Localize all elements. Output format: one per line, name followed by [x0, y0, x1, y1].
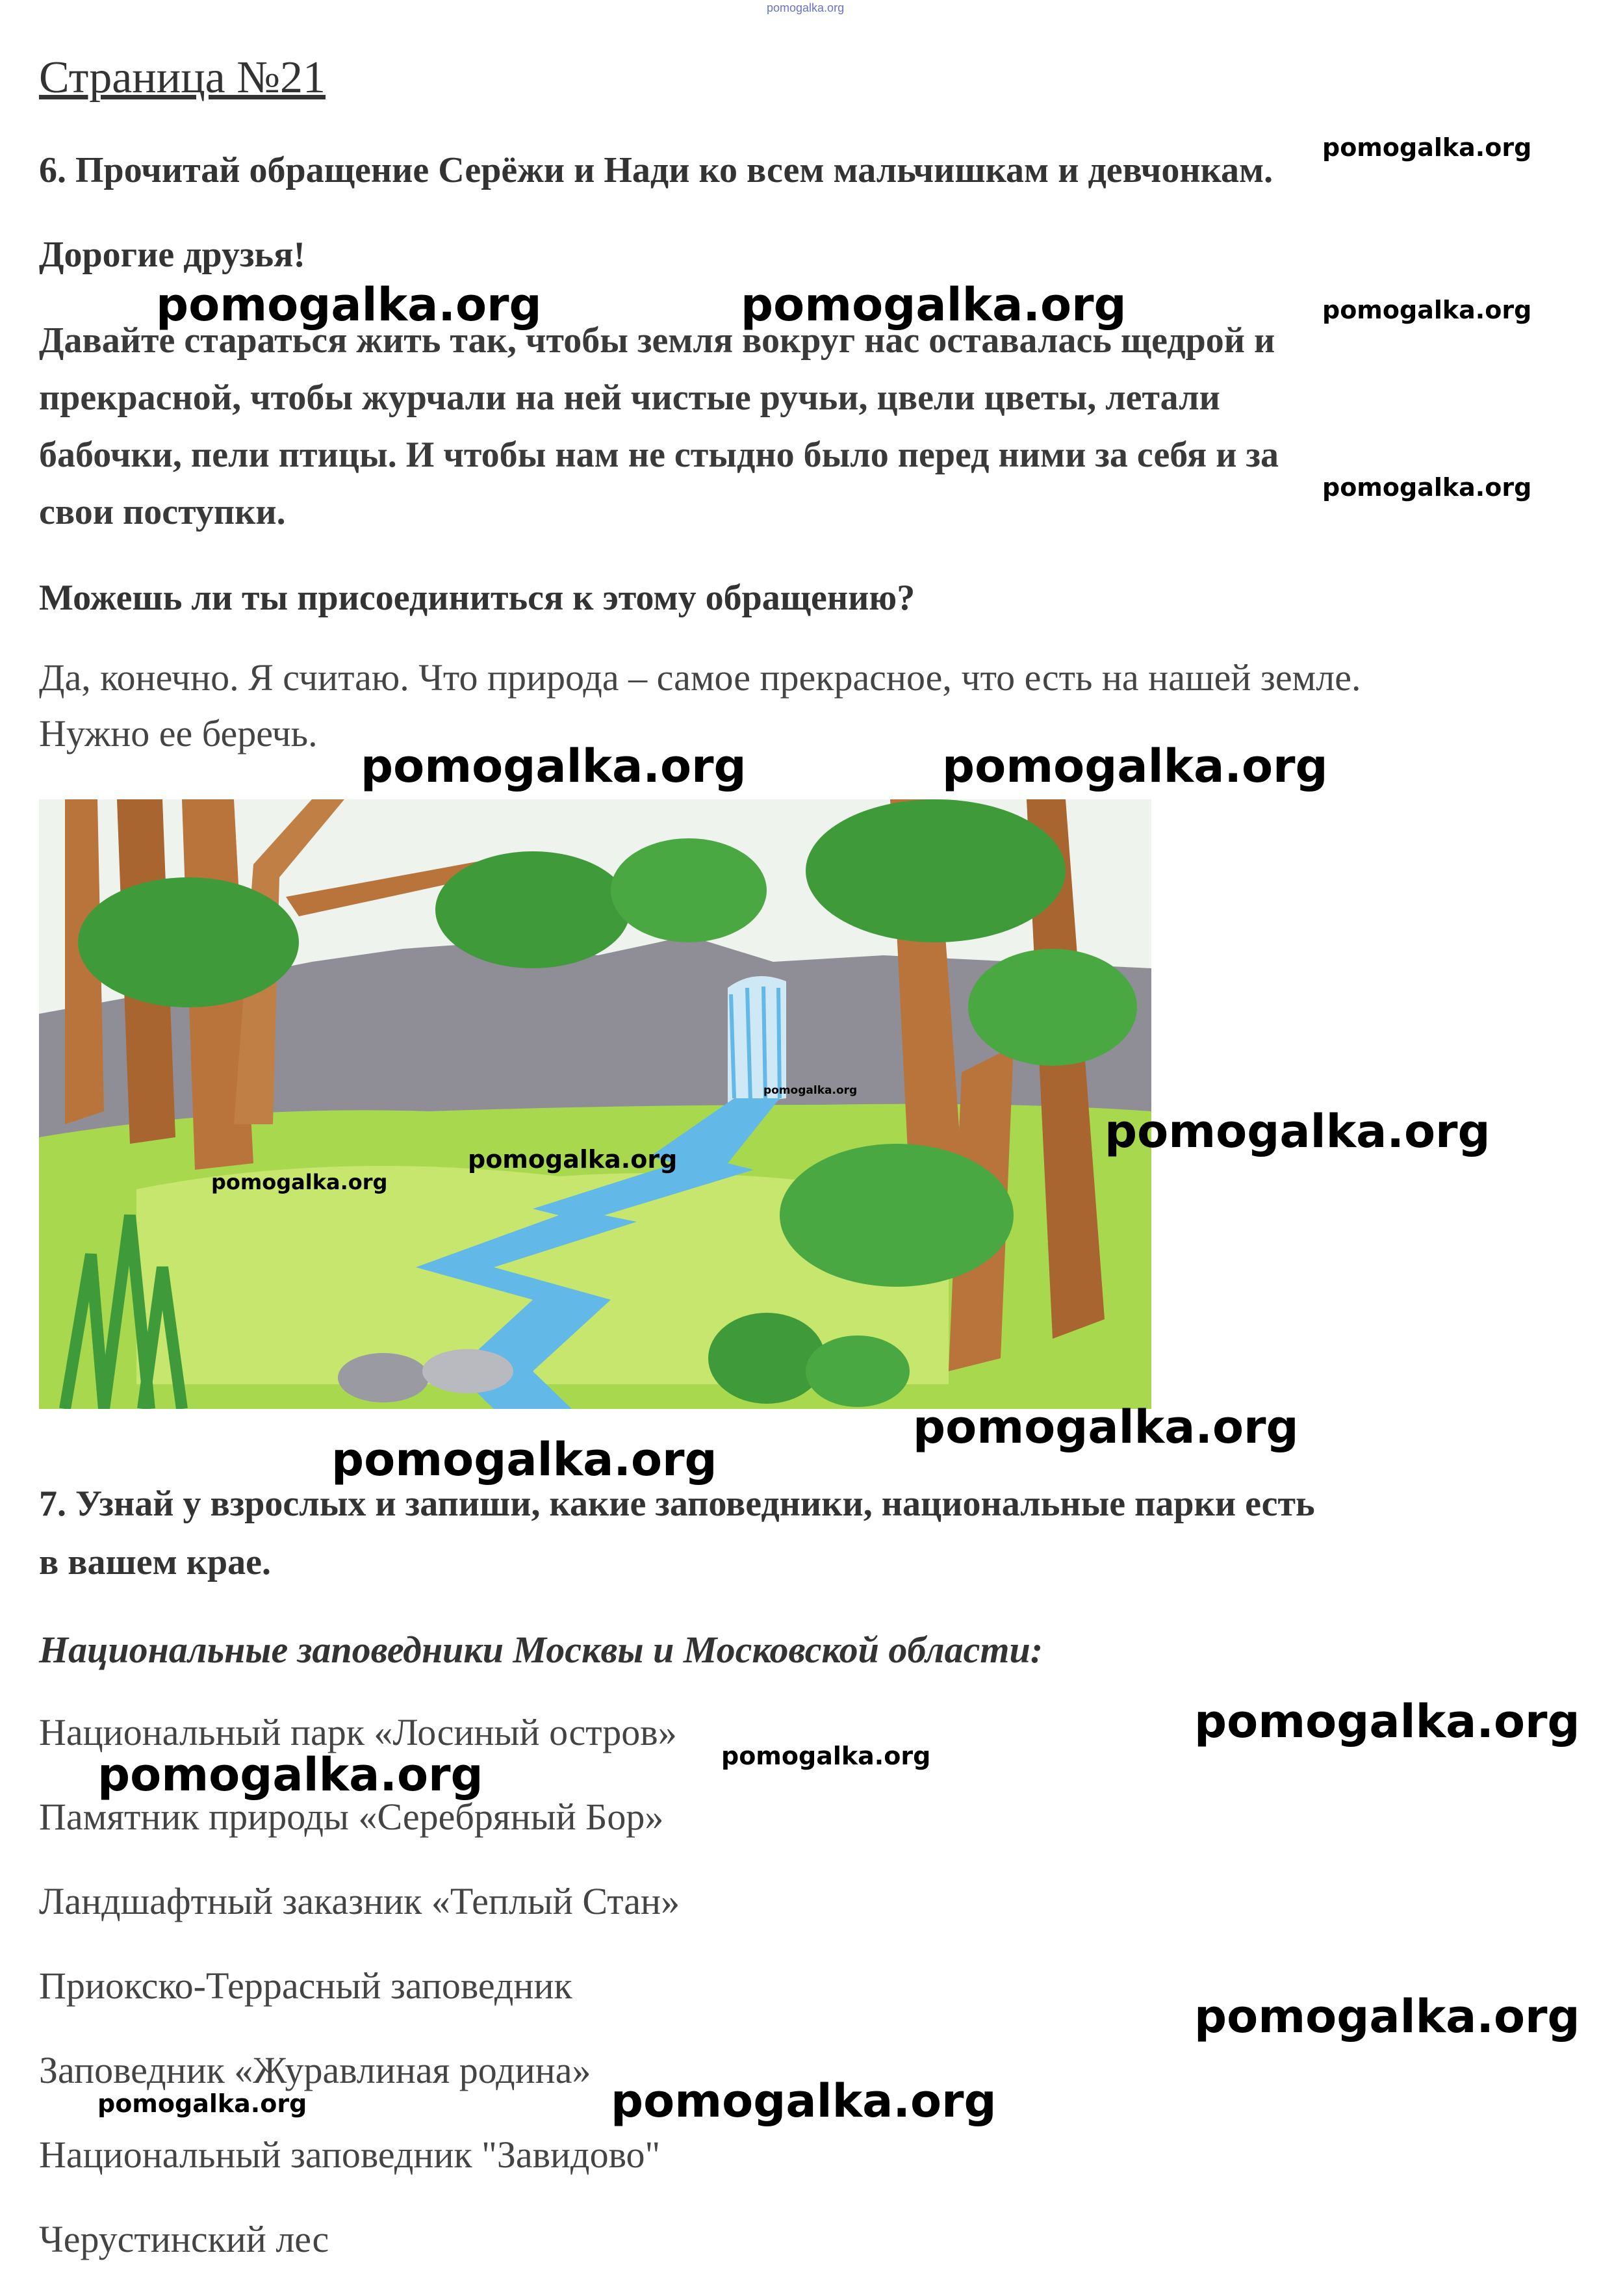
reserve-item-7: Черустинский лес [39, 2218, 329, 2260]
foliage-right-mid [968, 949, 1137, 1066]
task6-body-line-1: Давайте стараться жить так, чтобы земля вокруг нас оставалась щедрой и [39, 320, 1275, 361]
page-title: Страница №21 [39, 53, 326, 103]
task6-body-line-2: прекрасной, чтобы журчали на ней чистые ручьи, цвели цветы, летали [39, 378, 1220, 418]
task6-greeting: Дорогие друзья! [39, 235, 306, 275]
watermark: pomogalka.org [1105, 1105, 1490, 1158]
foliage-left [78, 877, 299, 1007]
task7-heading-line-2: в вашем крае. [39, 1542, 272, 1582]
foliage-center [611, 838, 767, 942]
watermark: pomogalka.org [1322, 133, 1532, 162]
watermark: pomogalka.org [1322, 473, 1532, 502]
task6-body-line-4: свои поступки. [39, 492, 286, 532]
watermark: pomogalka.org [721, 1742, 931, 1770]
task7-heading-line-1: 7. Узнай у взрослых и запиши, какие заповедники, национальные парки есть [39, 1484, 1315, 1524]
bush-bottom [708, 1313, 825, 1404]
reserve-item-4: Приокско-Террасный заповедник [39, 1965, 572, 2007]
watermark: pomogalka.org [1322, 296, 1532, 324]
task6-heading: 6. Прочитай обращение Серёжи и Нади ко всем мальчишкам и девчонкам. [39, 150, 1273, 190]
watermark: pomogalka.org [1194, 1695, 1580, 1748]
task7-subheading: Национальные заповедники Москвы и Московской области: [39, 1629, 1043, 1671]
reserve-item-6: Национальный заповедник "Завидово" [39, 2134, 661, 2176]
watermark: pomogalka.org [361, 740, 747, 793]
reserve-item-2: Памятник природы «Серебряный Бор» [39, 1796, 664, 1838]
watermark: pomogalka.org [331, 1433, 717, 1486]
watermark: pomogalka.org [211, 1170, 388, 1194]
task6-body-line-3: бабочки, пели птицы. И чтобы нам не стыдно было перед ними за себя и за [39, 435, 1279, 475]
reserve-item-1: Национальный парк «Лосиный остров» [39, 1711, 677, 1753]
forest-waterfall-illustration [39, 799, 1151, 1409]
bush-bottom-2 [806, 1335, 910, 1407]
watermark: pomogalka.org [741, 278, 1127, 331]
foliage-middle [435, 851, 630, 968]
watermark: pomogalka.org [942, 740, 1328, 793]
watermark: pomogalka.org [97, 2089, 307, 2118]
reserve-item-5: Заповедник «Журавлиная родина» [39, 2049, 591, 2091]
bush-right [780, 1144, 1014, 1287]
task6-answer-line-1: Да, конечно. Я считаю. Что природа – самое прекрасное, что есть на нашей земле. [39, 656, 1361, 699]
watermark: pomogalka.org [763, 1084, 858, 1097]
reserve-item-3: Ландшафтный заказник «Теплый Стан» [39, 1880, 680, 1922]
watermark: pomogalka.org [913, 1400, 1299, 1454]
watermark: pomogalka.org [97, 1748, 483, 1801]
rock-left [338, 1353, 429, 1402]
foliage-right-top [806, 799, 1066, 942]
task6-question: Можешь ли ты присоединиться к этому обращению? [39, 578, 915, 618]
header-watermark: pomogalka.org [767, 1, 845, 14]
task6-answer-line-2: Нужно ее беречь. [39, 712, 318, 755]
watermark: pomogalka.org [611, 2074, 997, 2128]
watermark: pomogalka.org [468, 1145, 678, 1174]
rock-right [422, 1349, 513, 1393]
watermark: pomogalka.org [156, 278, 542, 331]
watermark: pomogalka.org [1194, 1990, 1580, 2043]
